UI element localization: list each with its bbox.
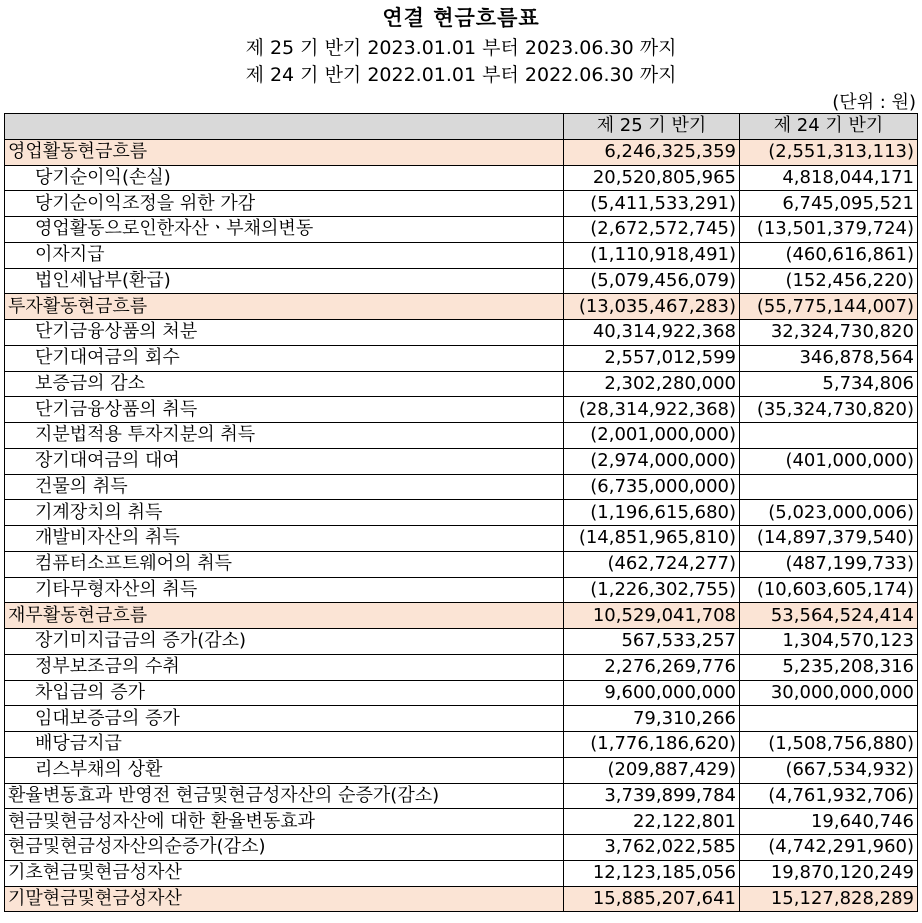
- period-current: 제 25 기 반기 2023.01.01 부터 2023.06.30 까지: [245, 37, 677, 59]
- table-row: [5, 217, 918, 243]
- row-label: 이자지급: [5, 242, 564, 268]
- prior-period-value: [740, 706, 918, 732]
- prior-period-value: 4,818,044,171: [740, 165, 918, 191]
- table-row: [5, 345, 918, 371]
- row-label: 현금및현금성자산의순증가(감소): [5, 835, 564, 861]
- current-period-value: 15,885,207,641: [564, 886, 740, 912]
- table-row: [5, 294, 918, 320]
- current-period-value: 12,123,185,056: [564, 860, 740, 886]
- table-row: [5, 397, 918, 423]
- current-period-value: 3,739,899,784: [564, 783, 740, 809]
- prior-period-value: 30,000,000,000: [740, 680, 918, 706]
- current-period-value: (1,110,918,491): [564, 242, 740, 268]
- current-period-value: (462,724,277): [564, 551, 740, 577]
- current-period-value: (13,035,467,283): [564, 294, 740, 320]
- table-row: [5, 757, 918, 783]
- prior-period-value: 1,304,570,123: [740, 629, 918, 655]
- prior-period-value: [740, 423, 918, 449]
- page-title: 연결 현금흐름표: [382, 6, 540, 30]
- prior-period-value: (460,616,861): [740, 242, 918, 268]
- row-label: 배당금지급: [5, 732, 564, 758]
- prior-period-value: 53,564,524,414: [740, 603, 918, 629]
- table-row: [5, 783, 918, 809]
- table-row: [5, 654, 918, 680]
- table-row: [5, 732, 918, 758]
- row-label: 임대보증금의 증가: [5, 706, 564, 732]
- prior-period-value: (5,023,000,006): [740, 500, 918, 526]
- table-row: [5, 474, 918, 500]
- current-period-value: (209,887,429): [564, 757, 740, 783]
- header-current-period: 제 25 기 반기: [564, 114, 740, 140]
- table-row: [5, 603, 918, 629]
- prior-period-value: 15,127,828,289: [740, 886, 918, 912]
- row-label: 기초현금및현금성자산: [5, 860, 564, 886]
- current-period-value: (5,079,456,079): [564, 268, 740, 294]
- table-row: [5, 165, 918, 191]
- prior-period-value: (667,534,932): [740, 757, 918, 783]
- current-period-value: (1,226,302,755): [564, 577, 740, 603]
- prior-period-value: 19,870,120,249: [740, 860, 918, 886]
- table-row: [5, 886, 918, 912]
- table-row: [5, 629, 918, 655]
- prior-period-value: 6,745,095,521: [740, 191, 918, 217]
- current-period-value: 40,314,922,368: [564, 320, 740, 346]
- current-period-value: 20,520,805,965: [564, 165, 740, 191]
- current-period-value: 3,762,022,585: [564, 835, 740, 861]
- row-label: 기계장치의 취득: [5, 500, 564, 526]
- current-period-value: (1,196,615,680): [564, 500, 740, 526]
- row-label: 환율변동효과 반영전 현금및현금성자산의 순증가(감소): [5, 783, 564, 809]
- prior-period-value: (35,324,730,820): [740, 397, 918, 423]
- current-period-value: 2,302,280,000: [564, 371, 740, 397]
- header-prior-period: 제 24 기 반기: [740, 114, 918, 140]
- table-row: [5, 371, 918, 397]
- current-period-value: (14,851,965,810): [564, 526, 740, 552]
- current-period-value: 2,557,012,599: [564, 345, 740, 371]
- current-period-value: 79,310,266: [564, 706, 740, 732]
- prior-period-value: (1,508,756,880): [740, 732, 918, 758]
- row-label: 보증금의 감소: [5, 371, 564, 397]
- row-label: 법인세납부(환급): [5, 268, 564, 294]
- prior-period-value: 346,878,564: [740, 345, 918, 371]
- prior-period-value: (401,000,000): [740, 448, 918, 474]
- table-row: [5, 680, 918, 706]
- table-row: [5, 551, 918, 577]
- table-row: [5, 139, 918, 165]
- row-label: 개발비자산의 취득: [5, 526, 564, 552]
- row-label: 차입금의 증가: [5, 680, 564, 706]
- row-label: 기말현금및현금성자산: [5, 886, 564, 912]
- row-label: 지분법적용 투자지분의 취득: [5, 423, 564, 449]
- table-row: [5, 706, 918, 732]
- prior-period-value: (4,761,932,706): [740, 783, 918, 809]
- prior-period-value: (55,775,144,007): [740, 294, 918, 320]
- row-label: 기타무형자산의 취득: [5, 577, 564, 603]
- current-period-value: 6,246,325,359: [564, 139, 740, 165]
- period-prior: 제 24 기 반기 2022.01.01 부터 2022.06.30 까지: [245, 64, 677, 86]
- table-row: [5, 191, 918, 217]
- row-label: 영업활동현금흐름: [5, 139, 564, 165]
- table-row: [5, 526, 918, 552]
- row-label: 단기대여금의 회수: [5, 345, 564, 371]
- prior-period-value: 32,324,730,820: [740, 320, 918, 346]
- prior-period-value: [740, 474, 918, 500]
- row-label: 단기금융상품의 처분: [5, 320, 564, 346]
- prior-period-value: (14,897,379,540): [740, 526, 918, 552]
- table-row: [5, 809, 918, 835]
- table-row: [5, 320, 918, 346]
- row-label: 현금및현금성자산에 대한 환율변동효과: [5, 809, 564, 835]
- current-period-value: 22,122,801: [564, 809, 740, 835]
- current-period-value: (6,735,000,000): [564, 474, 740, 500]
- row-label: 투자활동현금흐름: [5, 294, 564, 320]
- table-row: [5, 268, 918, 294]
- prior-period-value: 5,734,806: [740, 371, 918, 397]
- row-label: 영업활동으로인한자산ㆍ부채의변동: [5, 217, 564, 243]
- current-period-value: (5,411,533,291): [564, 191, 740, 217]
- current-period-value: 9,600,000,000: [564, 680, 740, 706]
- report-header: [0, 0, 922, 112]
- row-label: 당기순이익(손실): [5, 165, 564, 191]
- prior-period-value: (4,742,291,960): [740, 835, 918, 861]
- table-header-row: [5, 114, 918, 140]
- row-label: 장기미지급금의 증가(감소): [5, 629, 564, 655]
- current-period-value: (28,314,922,368): [564, 397, 740, 423]
- current-period-value: (2,974,000,000): [564, 448, 740, 474]
- prior-period-value: 5,235,208,316: [740, 654, 918, 680]
- table-row: [5, 500, 918, 526]
- table-row: [5, 448, 918, 474]
- table-row: [5, 577, 918, 603]
- prior-period-value: (10,603,605,174): [740, 577, 918, 603]
- current-period-value: 2,276,269,776: [564, 654, 740, 680]
- current-period-value: (2,001,000,000): [564, 423, 740, 449]
- table-row: [5, 423, 918, 449]
- prior-period-value: (152,456,220): [740, 268, 918, 294]
- current-period-value: 10,529,041,708: [564, 603, 740, 629]
- prior-period-value: (2,551,313,113): [740, 139, 918, 165]
- table-row: [5, 242, 918, 268]
- row-label: 리스부채의 상환: [5, 757, 564, 783]
- current-period-value: (2,672,572,745): [564, 217, 740, 243]
- row-label: 당기순이익조정을 위한 가감: [5, 191, 564, 217]
- current-period-value: 567,533,257: [564, 629, 740, 655]
- unit-label: (단위 : 원): [832, 92, 916, 113]
- row-label: 단기금융상품의 취득: [5, 397, 564, 423]
- prior-period-value: (13,501,379,724): [740, 217, 918, 243]
- row-label: 건물의 취득: [5, 474, 564, 500]
- header-item: [5, 114, 564, 140]
- cash-flow-table: [4, 113, 918, 912]
- row-label: 재무활동현금흐름: [5, 603, 564, 629]
- row-label: 장기대여금의 대여: [5, 448, 564, 474]
- row-label: 컴퓨터소프트웨어의 취득: [5, 551, 564, 577]
- prior-period-value: (487,199,733): [740, 551, 918, 577]
- table-row: [5, 835, 918, 861]
- row-label: 정부보조금의 수취: [5, 654, 564, 680]
- current-period-value: (1,776,186,620): [564, 732, 740, 758]
- table-row: [5, 860, 918, 886]
- prior-period-value: 19,640,746: [740, 809, 918, 835]
